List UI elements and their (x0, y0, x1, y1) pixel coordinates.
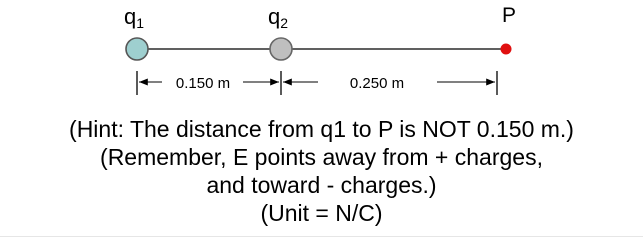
p-label: P (502, 4, 517, 27)
distance-label-q1-q2: 0.150 m (175, 75, 231, 92)
point-p (501, 44, 512, 55)
hint-line-1: (Hint: The distance from q1 to P is NOT 0.150 m.) (69, 116, 574, 142)
hint-line-4: (Unit = N/C) (260, 200, 383, 226)
charge-q1 (126, 38, 148, 60)
hint-line-2: (Remember, E points away from + charges, (100, 144, 543, 170)
hint-line-3: and toward - charges.) (206, 172, 437, 198)
charge-q2 (270, 38, 292, 60)
q2-label: q2 (268, 4, 289, 31)
q1-label: q1 (124, 4, 145, 31)
distance-label-q2-p: 0.250 m (349, 75, 405, 92)
bottom-divider (0, 236, 643, 237)
